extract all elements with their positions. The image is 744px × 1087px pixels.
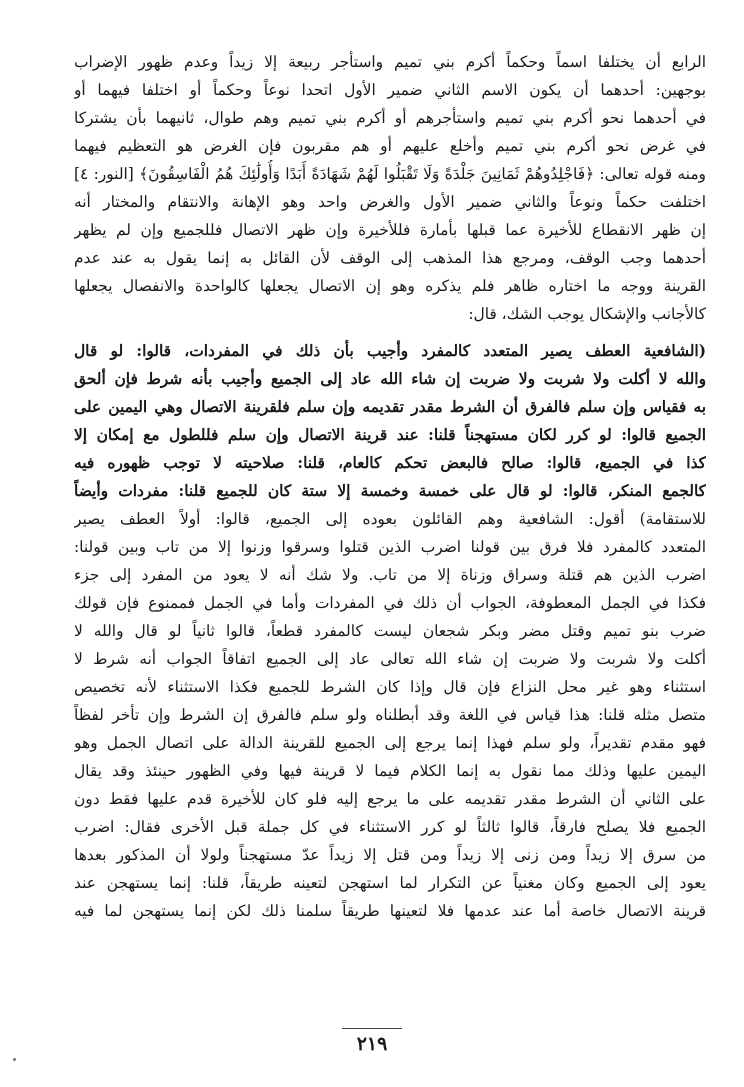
- text-line: متصل مثله قلنا: هذا قياس في اللغة وقد أبطلناه ولو سلم فالفرق إن الشرط وإن تأخر لفظاً: [74, 706, 706, 724]
- text-line: في أحدهما نحو أكرم بني تميم واستأجرهم أو أكرم بني تميم وهم طوال، ثانيهما بأن يشتركا: [74, 109, 706, 127]
- text-line: إن ظهر الانقطاع للأخيرة عما قبلها بأمارة فللأخيرة وإن ظهر الاتصال فللجميع وإن لم يظهر: [74, 221, 706, 239]
- matn-line: والله لا أكلت ولا شربت ولا ضربت إن شاء الله عاد إلى الجميع وأجيب بأنه شرط فإن ألحق: [74, 370, 706, 388]
- text-line: ضرب بنو تميم وقتل مضر وبكر شجعان ليست كالمفرد قطعاً، قالوا ثانياً لو قال والله لا: [74, 622, 706, 640]
- text-line: اختلفت حكماً ونوعاً والثاني ضمير الأول والغرض واحد وهو الإهانة والانتقام والمختار أنه: [74, 193, 706, 211]
- text-line: فكذا في الجمل المعطوفة، الجواب أن ذلك في المفردات وأما في الجمل فممنوع فإن قولك: [74, 594, 706, 612]
- matn-line: كذا في الجميع، قالوا: صالح فالبعض تحكم كالعام، قلنا: صلاحيته لا توجب ظهوره فيه: [74, 454, 706, 472]
- text-line: اليمين عليها وذلك مما نقول به إنما الكلام فيما لا قرينة فيها وفي الظهور حينئذ وقد يقال: [74, 762, 706, 780]
- text-line: الرابع أن يختلفا اسماً وحكماً أكرم بني تميم واستأجر ربيعة إلا زيداً وعدم ظهور الإضراب: [74, 53, 706, 71]
- scan-dot: [13, 1058, 16, 1061]
- text-line: بوجهين: أحدهما أن يكون الاسم الثاني ضمير الأول اتحدا نوعاً وحكماً أو اختلفا فيهما أو: [74, 81, 706, 99]
- text-line: فهو مقدم تقديراً، ولو سلم فهذا إنما يرجع إلى الجميع للقرينة الدالة على اتصال الجمل وهو: [74, 734, 706, 752]
- matn-line: (الشافعية العطف يصير المتعدد كالمفرد وأجيب بأن ذلك في المفردات، قالوا: لو قال: [74, 342, 706, 360]
- text-line: على الثاني أن الشرط مقدر تقديمه على ما يرجع إليه فلو كان للأخيرة قدم عليها فقط دون: [74, 790, 706, 808]
- text-line: أحدهما وجب الوقف، ومرجع هذا المذهب إلى الوقف لأن القائل به إنما يقول به عند عدم: [74, 249, 706, 267]
- text-line: المتعدد كالمفرد فلا فرق بين قولنا اضرب الذين قتلوا وسرقوا وزنوا إلا من تاب وبين قولنا:: [74, 538, 706, 556]
- matn-line: به فقياس وإن سلم فالفرق أن الشرط مقدر تقديمه وإن سلم فلقرينة الاتصال وهي اليمين على: [74, 398, 706, 416]
- text-line: استثناء وهو غير محل النزاع فإن قال وإذا كان الشرط للجميع فكذا الاستثناء لأنه تخصيص: [74, 678, 706, 696]
- matn-line: الجميع قالوا: لو كرر لكان مستهجناً قلنا: عند قرينة الاتصال وإن سلم فللطول مع إمكان إلا: [74, 426, 706, 444]
- paragraph-main-text: [74, 337, 706, 925]
- text-line: الجميع فلا يصلح فارقاً، قالوا ثالثاً لو كرر الاستثناء في كل جملة قبل الأخرى فقال: اضرب: [74, 818, 706, 836]
- matn-line: كالجمع المنكر، قالوا: لو قال على خمسة وخمسة إلا ستة كان للجميع قلنا: مفردات وأيضاً: [74, 482, 706, 500]
- text-line: القرينة ووجه ما اختاره ظاهر فلم يذكره وهو إن الاتصال يجعلها كالواحدة والانفصال يجعلها: [74, 277, 706, 295]
- text-line: قرينة الاتصال خاصة أما عند عدمها فلا لتعينها طريقاً سلمنا ذلك لكن إنما يستهجن لما فيه: [74, 902, 706, 920]
- page-number-rule: [342, 1028, 402, 1029]
- paragraph-commentary: [74, 48, 706, 328]
- text-line: اضرب الذين هم قتلة وسراق وزناة إلا من تاب. ولا شك أنه لا يعود من المفرد إلى جزء: [74, 566, 706, 584]
- text-line: يعود إلى الجميع وكان مغنياً عن التكرار لما استهجن لتعينه طريقاً، قلنا: إنما يستهجن عند: [74, 874, 706, 892]
- page-number: [0, 1028, 744, 1055]
- text-line: من سرق إلا زيداً ومن زنى إلا زيداً ومن قتل إلا زيداً عدّ مستهجناً ولولا أن المذكور بعدها: [74, 846, 706, 864]
- text-line: للاستقامة) أقول: الشافعية وهم القائلون بعوده إلى الجميع، قالوا: أولاً العطف يصير: [74, 510, 706, 528]
- text-line: أكلت ولا شربت ولا ضربت إن شاء الله تعالى عاد إلى الجميع اتفاقاً الجواب أنه شرط لا: [74, 650, 706, 668]
- page-number-value: ٢١٩: [356, 1033, 388, 1055]
- text-line: في غرض نحو أكرم بني تميم وأخلع عليهم أو هم مقربون فإن الغرض هو التعظيم فيهما: [74, 137, 706, 155]
- quran-verse-line: ومنه قوله تعالى: ﴿فَاجْلِدُوهُمْ ثَمَانِينَ جَلْدَةً وَلَا تَقْبَلُوا لَهُمْ شَهَادَةً أَبَدًا وَأُولَٰئِكَ هُمُ الْفَاسِقُونَ﴾ [النور: ٤]: [74, 165, 706, 183]
- text-line: كالأجانب والإشكال يوجب الشك، قال:: [468, 305, 706, 323]
